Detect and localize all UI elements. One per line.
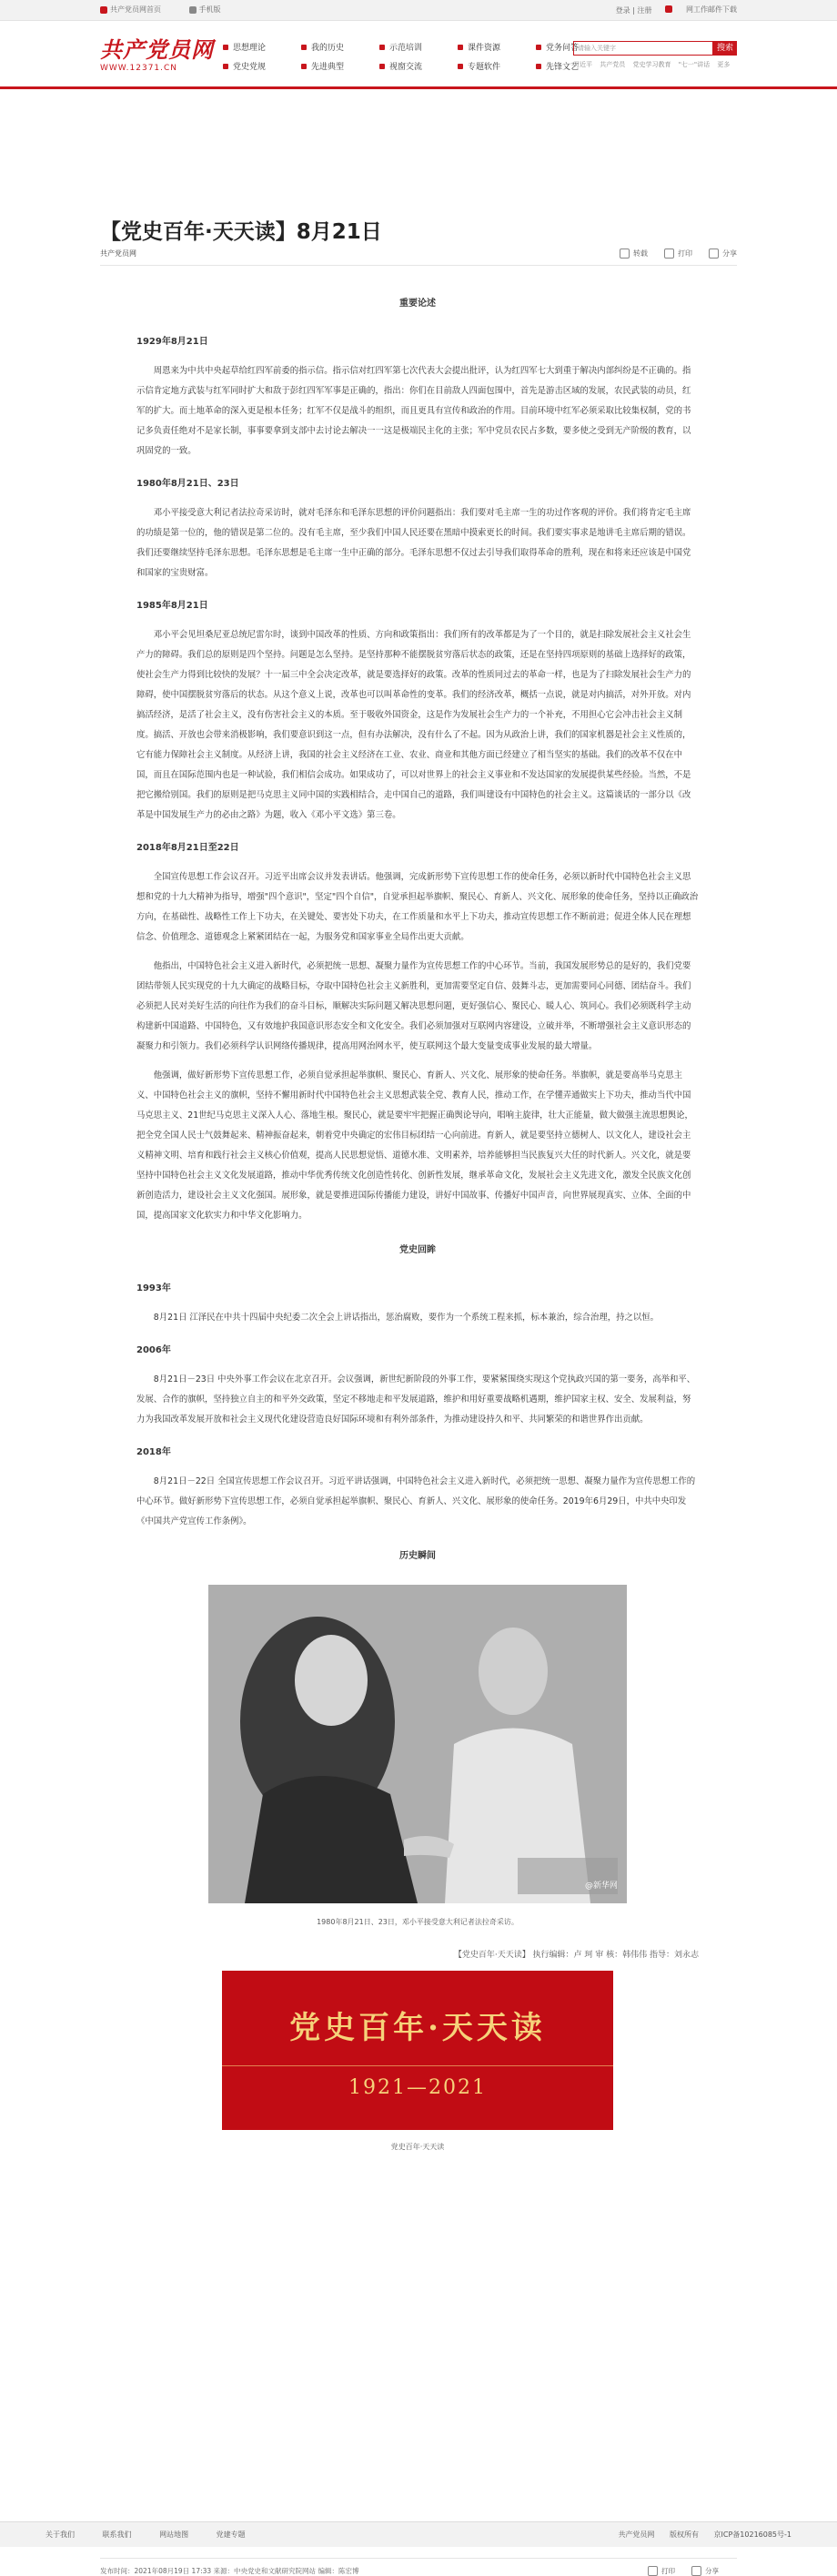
nav-item[interactable]: 课件资源 xyxy=(458,41,536,53)
nav-item[interactable]: 先进典型 xyxy=(301,60,379,72)
nav-item[interactable]: 视窗交流 xyxy=(379,60,458,72)
entry-date: 2018年8月21日至22日 xyxy=(136,843,239,853)
home-link[interactable]: 共产党员网首页 xyxy=(100,5,174,15)
site-header xyxy=(0,21,837,89)
article-footer-tools xyxy=(648,2566,719,2576)
paragraph: 他强调，做好新形势下宣传思想工作，必须自觉承担起举旗帜、聚民心、育新人、兴文化、展形象的使命任务。举旗帜，就是要高举马克思主义、中国特色社会主义的旗帜，坚持不懈用新时代中国特色社会主义思想武装全党、教育人民，推动工作，在学懂弄通做实上下功夫，推动当代中国马克思主义、21世纪马克思主义深入人心、落地生根。聚民心，就是要牢牢把握正确舆论导向，唱响主旋律，壮大正能量，做大做强主流思想舆论，把全党全国人民士气鼓舞起来、精神振奋起来，朝着党中央确定的宏伟目标团结一心向前进。育新人，就是要坚持立德树人、以文化人，建设社会主义精神文明、培育和践行社会主义核心价值观，提高人民思想觉悟、道德水准、文明素养，培养能够担当民族复兴大任的时代新人。兴文化，就是要坚持中国特色社会主义文化发展道路，推动中华优秀传统文化创造性转化、创新性发展，继承革命文化，发展社会主义先进文化，激发全民族文化创新创造活力，建设社会主义文化强国。展形象，就是要推进国际传播能力建设，讲好中国故事、传播好中国声音，向世界展现真实、立体、全面的中国，提高国家文化软实力和中华文化影响力。 xyxy=(136,1070,693,1221)
paragraph: 邓小平接受意大利记者法拉奇采访时，就对毛泽东和毛泽东思想的评价问题指出：我们要对毛主席一生的功过作客观的评价。我们将肯定毛主席的功绩是第一位的，他的错误是第二位的。没有毛主席，至少我们中国人民还要在黑暗中摸索更长的时间。我们要实事求是地讲毛主席后期的错误。我们还要继续坚持毛泽东思想。毛泽东思想是毛主席一生中正确的部分。毛泽东思想不仅过去引导我们取得革命的胜利，现在和将来还应该是中国党和国家的宝贵财富。 xyxy=(136,508,691,578)
section-heading: 历史瞬间 xyxy=(399,1551,436,1561)
logo-mark: 共产党员网 xyxy=(100,36,214,63)
top-bar xyxy=(0,0,837,21)
nav-item[interactable]: 思想理论 xyxy=(223,41,301,53)
banner-title: 党史百年·天天读 xyxy=(289,2010,546,2046)
article-title: 【党史百年·天天读】8月21日 xyxy=(100,220,382,244)
banner-years: 1921—2021 xyxy=(348,2076,487,2099)
article-source: 共产党员网 xyxy=(100,249,136,258)
publish-info: 发布时间：2021年08月19日 17:33 来源：中央党史和文献研究院网站 编辑：陈宏博 xyxy=(100,2567,359,2575)
historical-photo xyxy=(208,1585,627,1903)
photo-caption: 1980年8月21日、23日，邓小平接受意大利记者法拉奇采访。 xyxy=(317,1918,519,1926)
mobile-icon xyxy=(189,6,197,14)
search-input[interactable]: 请输入关键字 xyxy=(573,41,713,56)
share-button[interactable]: 分享 xyxy=(709,248,737,259)
nav-bullet-icon xyxy=(301,45,307,50)
series-banner xyxy=(222,1971,613,2130)
search-button[interactable]: 搜索 xyxy=(713,41,737,56)
nav-item[interactable]: 专题软件 xyxy=(458,60,536,72)
nav-bullet-icon xyxy=(301,64,307,69)
banner-caption: 党史百年·天天读 xyxy=(390,2143,445,2151)
entry-date: 1929年8月21日 xyxy=(136,337,208,347)
footer-link[interactable]: 党建专题 xyxy=(216,2530,246,2539)
paragraph: 周恩来为中共中央起草给红四军前委的指示信。指示信对红四军第七次代表大会提出批评，认为红四军七大到重于解决内部纠纷是不正确的。指示信肯定地方武装与红军同时扩大和敌于彭红四军军事是正确的，指出：你们在目前敌人四面包围中，首先是游击区域的发展，农民武装的动员，红军的扩大。而土地革命的深入更是根本任务；红军不仅是战斗的组织，而且更具有宣传和政治的作用。目前环境中红军必须采取比较集权制，党的书记多负责任绝对不是家长制，事事要拿到支部中去讨论去解决一一这是极端民主化的主张；军中党员农民占多数，要多使之受到无产阶级的教育，以巩固党的一致。 xyxy=(136,366,691,456)
paragraph: 邓小平会见坦桑尼亚总统尼雷尔时，谈到中国改革的性质、方向和政策指出：我们所有的改革都是为了一个目的，就是扫除发展社会主义社会生产力的障碍。我们总的原则是四个坚持。问题是怎么坚持。是坚持那种不能摆脱贫穷落后状态的政策，还是在坚持四项原则的基础上选择好的政策，使社会生产力得到比较快的发展？十一届三中全会决定改革，就是要选择好的政策。改革的性质同过去的革命一样，也是为了扫除发展社会生产力的障碍，使中国摆脱贫穷落后的状态。从这个意义上说，改革也可以叫革命性的变革。我们的经济改革，概括一点说，就是对内搞活，对外开放。对内搞活经济，是活了社会主义，没有伤害社会主义的本质。至于吸收外国资金，这是作为发展社会生产力的一个补充，不用担心它会冲击社会主义制度。搞活、开放也会带来消极影响，我们要意识到这一点，但有办法解决，没有什么了不起。因为从政治上讲，我们的国家机器是社会主义性质的，它有能力保障社会主义制度。从经济上讲，我国的社会主义经济在工业、农业、商业和其他方面已经建立了相当坚实的基础。我们的改革不仅在中国，而且在国际范围内也是一种试验，我们相信会成功。如果成功了，可以对世界上的社会主义事业和不发达国家的发展提供某些经验。当然，不是把它搬给别国。我们的原则是把马克思主义同中国的实践相结合，走中国自己的道路，我们叫建设有中国特色的社会主义。这篇谈话的一部分以《改革是中国发展生产力的必由之路》为题，收入《邓小平文选》第三卷。 xyxy=(136,630,691,820)
paragraph: 全国宣传思想工作会议召开。习近平出席会议并发表讲话。他强调，完成新形势下宣传思想工作的使命任务，必须以新时代中国特色社会主义思想和党的十九大精神为指导，增强"四个意识"，坚定"四个自信"，自觉承担起举旗帜、聚民心、育新人、兴文化、展形象的使命任务，坚持以正确政治方向，在基础性、战略性工作上下功夫，在关键处、要害处下功夫，在工作质量和水平上下功夫，推动宣传思想工作不断前进；促进全体人民在理想信念、价值理念、道德观念上紧紧团结在一起，为服务党和国家事业全局作出更大贡献。 xyxy=(136,872,699,942)
mail-download-link[interactable]: 网工作邮件下载 xyxy=(665,5,737,15)
entry-date: 1985年8月21日 xyxy=(136,601,208,611)
editor-credit: 【党史百年·天天读】 执行编辑：卢 珂 审 核：韩伟伟 指导：刘永志 xyxy=(453,1951,699,1960)
footer-site-name: 共产党员网 xyxy=(618,2530,655,2539)
article-body xyxy=(136,294,699,2163)
hot-keyword[interactable]: "七一"讲话 xyxy=(678,61,711,68)
mail-icon xyxy=(665,5,672,13)
search-area xyxy=(573,41,737,69)
section-heading: 重要论述 xyxy=(399,299,436,309)
repost-icon xyxy=(620,248,630,259)
footer-link[interactable]: 联系我们 xyxy=(102,2530,132,2539)
site-logo[interactable] xyxy=(100,32,237,73)
photo-watermark: @新华网 xyxy=(584,1881,618,1891)
share-button[interactable]: 分享 xyxy=(691,2566,719,2576)
nav-item[interactable]: 党务问答 xyxy=(536,41,614,53)
nav-bullet-icon xyxy=(379,64,385,69)
footer-copyright: 版权所有 xyxy=(669,2530,699,2539)
nav-item[interactable]: 我的历史 xyxy=(301,41,379,53)
print-button[interactable]: 打印 xyxy=(648,2566,675,2576)
article-tools xyxy=(620,248,737,259)
hot-keyword[interactable]: 习近平 xyxy=(573,61,592,68)
paragraph: 8月21日－22日 全国宣传思想工作会议召开。习近平讲话强调，中国特色社会主义进入新时代，必须把统一思想、凝聚力量作为宣传思想工作的中心环节。做好新形势下宣传思想工作，必须自觉承担起举旗帜、聚民心、育新人、兴文化、展形象的使命任务。2019年6月29日，中共中央印发《中国共产党宣传工作条例》。 xyxy=(136,1476,696,1526)
hot-keywords xyxy=(573,60,737,69)
nav-bullet-icon xyxy=(458,45,463,50)
print-icon xyxy=(648,2566,658,2576)
entry-date: 2006年 xyxy=(136,1345,171,1355)
nav-bullet-icon xyxy=(536,45,541,50)
hot-keyword[interactable]: 共产党员 xyxy=(600,61,626,68)
photo-illustration xyxy=(208,1585,627,1903)
nav-item[interactable]: 党史党规 xyxy=(223,60,301,72)
footer-link[interactable]: 关于我们 xyxy=(45,2530,75,2539)
print-button[interactable]: 打印 xyxy=(664,248,692,259)
nav-item[interactable]: 示范培训 xyxy=(379,41,458,53)
nav-bullet-icon xyxy=(536,64,541,69)
nav-bullet-icon xyxy=(223,64,228,69)
print-icon xyxy=(664,248,674,259)
article-footer-meta xyxy=(100,2558,737,2576)
share-icon xyxy=(709,248,719,259)
entry-date: 1980年8月21日、23日 xyxy=(136,479,239,489)
nav-bullet-icon xyxy=(458,64,463,69)
home-icon xyxy=(100,6,107,14)
nav-item[interactable]: 先锋文艺 xyxy=(536,60,614,72)
section-heading: 党史回眸 xyxy=(399,1245,436,1255)
hot-keyword[interactable]: 更多 xyxy=(717,61,731,68)
logo-url: WWW.12371.CN xyxy=(100,64,178,73)
paragraph: 8月21日 江泽民在中共十四届中央纪委二次全会上讲话指出，惩治腐败，要作为一个系统工程来抓，标本兼治，综合治理，持之以恒。 xyxy=(153,1313,660,1323)
paragraph: 8月21日－23日 中央外事工作会议在北京召开。会议强调，新世纪新阶段的外事工作，要紧紧围绕实现这个党执政兴国的第一要务，高举和平、发展、合作的旗帜，坚持独立自主的和平外交政策，坚定不移地走和平发展道路，维护和用好重要战略机遇期，维护国家主权、安全、发展利益，努力为我国改革发展开放和社会主义现代化建设营造良好国际环境和有利外部条件，为推动建设持久和平、共同繁荣的和谐世界作出贡献。 xyxy=(136,1374,696,1425)
site-footer xyxy=(0,2521,837,2547)
share-icon xyxy=(691,2566,701,2576)
login-register-link[interactable]: 登录 | 注册 xyxy=(615,6,652,15)
hot-keyword[interactable]: 党史学习教育 xyxy=(632,61,671,68)
article-meta xyxy=(100,248,737,266)
main-nav xyxy=(223,41,614,72)
entry-date: 2018年 xyxy=(136,1447,171,1457)
footer-link[interactable]: 网站地图 xyxy=(159,2530,189,2539)
banner-divider xyxy=(222,2065,613,2066)
entry-date: 1993年 xyxy=(136,1283,171,1293)
nav-bullet-icon xyxy=(223,45,228,50)
paragraph: 他指出，中国特色社会主义进入新时代，必须把统一思想、凝聚力量作为宣传思想工作的中心环节。当前，我国发展形势总的是好的，我们党要团结带领人民实现党的十九大确定的战略目标，夺取中国特色社会主义新胜利，更加需要坚定自信、鼓舞斗志，更加需要同心同德、团结奋斗。我们必须把人民对美好生活的向往作为我们的奋斗目标，顺解决实际问题又解决思想问题，更好强信心、聚民心、暖人心、筑同心。我们必须既科学主动构建新中国道路、中国特色，又有效地护我国意识形态安全和文化安全。我们必须加强对互联网内容建设，立破并举，不断增强社会主义意识形态的凝聚力和引领力。我们必须科学认识网络传播规律，提高用网治网水平，使互联网这个最大变量变成事业发展的最大增量。 xyxy=(136,961,691,1051)
footer-icp[interactable]: 京ICP备10216085号-1 xyxy=(713,2530,792,2539)
mobile-link[interactable]: 手机版 xyxy=(189,5,234,15)
nav-bullet-icon xyxy=(379,45,385,50)
repost-button[interactable]: 转载 xyxy=(620,248,648,259)
